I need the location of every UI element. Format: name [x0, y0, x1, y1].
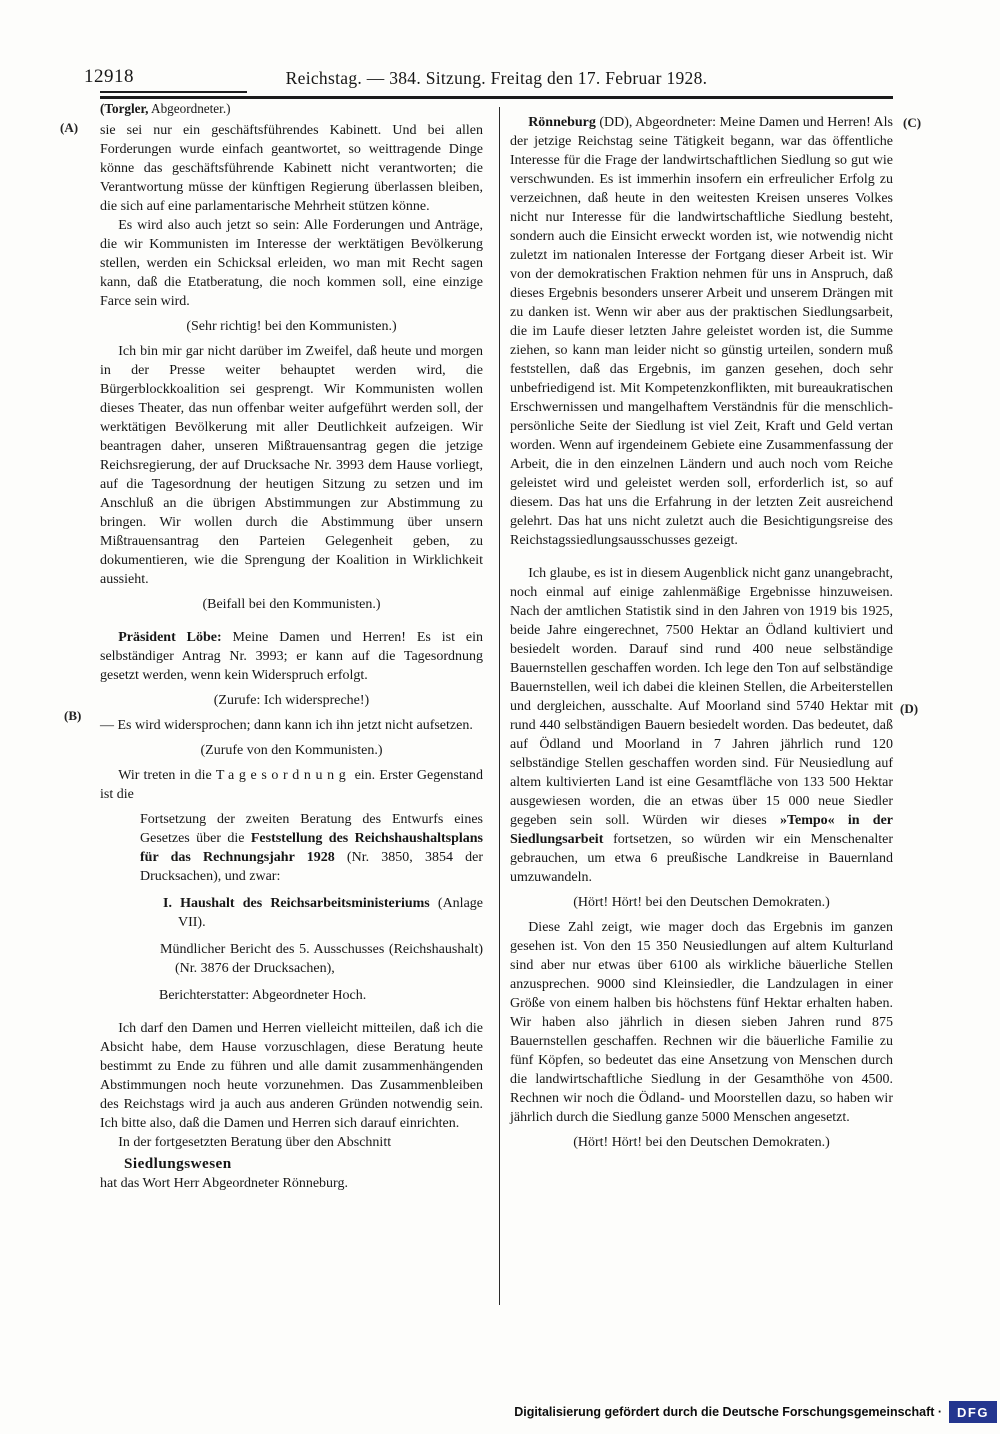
bold-text-run: (Torgler,	[100, 101, 149, 116]
text-run: fortsetzen, so würden wir ein Menschenalter gebrauchen, um etwa 6 preußische Landkreise in Bauernland umzuwandeln.	[510, 832, 893, 885]
bold-text-run: »Tempo« in der Siedlungsarbeit	[510, 813, 893, 847]
text-run: (Hört! Hört! bei den Deutschen Demokraten.)	[573, 1135, 830, 1150]
text-run: (DD), Abgeordneter: Meine Damen und Herren! Als der jetzige Reichstag seine Tätigkeit begann, war das öffentliche Interesse für die Frage der landwirtschaftlichen Siedlung so gut wie verschwunden. Es ist immerhin insofern ein erfreulicher Erfolg zu verzeichnen, daß heute in den weitesten Kreisen unseres Volkes nicht nur Interesse für die landwirtschaftliche Siedlung besteht, sondern auch die Einsicht erweckt worden ist, wie notwendig nicht zuletzt im nationalen Interesse der Fortgang dieser Arbeit ist. Wir von der demokratischen Fraktion nehmen für uns in Anspruch, daß dieses Ergebnis besonders unserer Arbeit und unserem Drängen mit zu danken ist. Wenn wir aber aus der praktischen Siedlungsarbeit, die im Laufe dieser letzten Jahre geleistet worden ist, die Summe ziehen, so kann man leider nicht so günstig urteilen, sondern muß feststellen, daß das Ergebnis, im ganzen gesehen, doch sehr unbefriedigend ist. Mit Kompetenzkonflikten, mit bureaukratischen Erschwernissen und mangelhaftem Verständnis für die menschlich-persönliche Seite der Siedlung ist viel Zeit, Kraft und Geld vertan worden. Wenn auf irgendeinem Gebiete eine Zusammenfassung der Arbeit, die in den einzelnen Ländern und auch noch vom Reiche geleistet wird und geleistet werden soll, erforderlich ist, so auf diesem. Das hat uns die Erfahrung in der letzten Zeit ausreichend gelehrt. Das hat uns nicht zuletzt auch die Besichtigungsreise des Reichstagssiedlungsausschusses gezeigt.	[510, 115, 893, 548]
text-run: Fortsetzung der zweiten Beratung des Entwurfs eines Gesetzes über die	[140, 812, 483, 846]
column-divider	[499, 107, 500, 1305]
agenda-subitem	[163, 894, 483, 932]
dfg-logo: DFG	[949, 1401, 997, 1423]
margin-marker-c: (C)	[903, 115, 922, 130]
margin-marker-a: (A)	[60, 120, 79, 135]
text-run: (Beifall bei den Kommunisten.)	[202, 597, 381, 612]
text-run: Es wird also auch jetzt so sein: Alle Forderungen und Anträge, die wir Kommunisten im Interesse der werktätigen Bevölkerung stellen, werden ein Schicksal erleiden, wo man mit Recht sagen kann, daß die Etatberatung, die noch kommen soll, eine einzige Farce sein wird.	[100, 218, 483, 309]
speech-paragraph	[100, 121, 483, 216]
digitization-credit: Digitalisierung gefördert durch die Deutsche Forschungsgemeinschaft ·	[514, 1405, 943, 1419]
speech-paragraph	[100, 1019, 483, 1133]
margin-marker-d: (D)	[900, 701, 919, 716]
agenda-item	[140, 810, 483, 886]
speech-paragraph	[100, 628, 483, 685]
text-run: In der fortgesetzten Beratung über den Abschnitt	[118, 1135, 392, 1150]
text-run: Ich bin mir gar nicht darüber im Zweifel, daß heute und morgen in der Presse weiter behauptet werden wird, die Bürgerblockkoalition sei gesprengt. Wir Kommunisten wollen dieses Theater, das nun offenbar weiter aufgeführt werden soll, der werktätigen Bevölkerung mit aller Deutlichkeit aufzeigen. Wir beantragen daher, unseren Mißtrauensantrag gegen die jetzige Reichsregierung, der auf Drucksache Nr. 3993 dem Hause vorliegt, auf die Tagesordnung der heutigen Sitzung zu setzen und im Anschluß an die übrigen Abstimmungen zur Abstimmung zu bringen. Wir wollen durch die Abstimmung über unsern Mißtrauensantrag den Parteien Gelegenheit geben, zu dokumentieren, wie die Sprengung der Koalition in Wirklichkeit aussieht.	[100, 344, 483, 587]
text-run: (Hört! Hört! bei den Deutschen Demokraten.)	[573, 895, 830, 910]
text-run: hat das Wort Herr Abgeordneter Rönneburg.	[100, 1176, 348, 1191]
stage-direction	[510, 1133, 893, 1152]
text-run: Ich darf den Damen und Herren vielleicht mitteilen, daß ich die Absicht habe, dem Hause vorzuschlagen, diese Beratung heute bestimmt zu Ende zu führen und alle damit zusammenhängenden Abstimmungen noch heute vorzunehmen. Das Zusammenbleiben des Reichstags wird ja auch aus anderen Gründen notwendig sein. Ich bitte also, daß die Damen und Herren sich darauf einrichten.	[100, 1021, 483, 1131]
speech-paragraph	[100, 342, 483, 589]
text-run: ein. Erster Gegenstand ist die	[100, 768, 483, 802]
text-run: sie sei nur ein geschäftsführendes Kabinett. Und bei allen Forderungen wurde einfach geantwortet, so weittragende Dinge könne das geschäftsführende Kabinett nicht verantworten; die Verantwortung müsse der künftigen Regierung überlassen bleiben, die sich auf eine parlamentarische Mehrheit stützen könne.	[100, 123, 483, 214]
stage-direction	[100, 317, 483, 336]
text-run: (Zurufe von den Kommunisten.)	[200, 743, 383, 758]
text-run: Abgeordneter.)	[148, 101, 231, 116]
speech-paragraph	[100, 1174, 483, 1193]
text-columns	[100, 101, 893, 1311]
page-header-title: Reichstag. — 384. Sitzung. Freitag den 17. Februar 1928.	[285, 68, 708, 88]
left-column	[100, 101, 483, 1193]
spaced-text-run: Tagesordnung	[215, 768, 351, 783]
speech-paragraph	[100, 1133, 483, 1152]
stage-direction	[100, 595, 483, 614]
speech-paragraph	[100, 216, 483, 311]
speech-paragraph	[510, 113, 893, 550]
speech-paragraph	[100, 766, 483, 804]
speech-paragraph	[100, 716, 483, 735]
text-run: (Sehr richtig! bei den Kommunisten.)	[186, 319, 397, 334]
header-rule	[100, 96, 893, 99]
text-run: Berichterstatter: Abgeordneter Hoch.	[159, 988, 367, 1003]
digitization-footer	[514, 1401, 997, 1423]
agenda-subitem	[160, 940, 483, 978]
header-rule-short	[100, 91, 247, 93]
text-run: Wir treten in die	[118, 768, 216, 783]
bold-text-run: Feststellung des Reichshaushaltsplans für das Rechnungsjahr 1928	[140, 831, 483, 865]
section-heading	[124, 1154, 483, 1173]
page-number: 12918	[84, 66, 134, 87]
stage-direction	[100, 691, 483, 710]
text-run: Siedlungswesen	[124, 1155, 232, 1172]
speech-paragraph	[510, 564, 893, 887]
stage-direction	[100, 741, 483, 760]
speaker-note	[100, 101, 483, 116]
text-run: Mündlicher Bericht des 5. Ausschusses (Reichshaushalt) (Nr. 3876 der Drucksachen),	[160, 942, 483, 976]
text-run: — Es wird widersprochen; dann kann ich ihn jetzt nicht aufsetzen.	[100, 718, 473, 733]
bold-text-run: I. Haushalt des Reichsarbeitsministeriums	[163, 896, 430, 911]
bold-text-run: Rönneburg	[528, 115, 596, 130]
text-run: Ich glaube, es ist in diesem Augenblick nicht ganz unangebracht, noch einmal auf einige zahlenmäßige Ergebnisse hinzuweisen. Nach der amtlichen Statistik sind in den Jahren von 1919 bis 1925, beide Jahre eingerechnet, 7500 Hektar an Ödland kultiviert und besiedelt worden. Darauf sind rund 400 neue selbständige Bauernstellen geschaffen worden. Ich lege den Ton auf selbständige Bauernstellen, weil ich dabei die kleinen Stellen, die Arbeiterstellen und dergleichen, ausschalte. Auf Moorland sind 5740 Hektar mit rund 440 selbständigen Bauern besiedelt worden. Das bedeutet, daß auf Ödland und Moorland in 7 Jahren jährlich rund 120 selbständige Stellen geschaffen worden sind. Für Neusiedlung auf altem kultivierten Land ist eine Gesamtfläche von 133 500 Hektar ausgewiesen worden, die an etwas über 15 000 neue Siedler gegeben sein soll. Würden wir dieses	[510, 566, 893, 828]
text-run: Diese Zahl zeigt, wie mager doch das Ergebnis im ganzen gesehen ist. Von den 15 350 Neusiedlungen auf altem Kulturland sind aber nur etwas über 6100 als wirkliche bäuerliche Stellen anzusprechen. 9000 sind Kleinsiedler, die Landzulagen in einer Größe von einem halben bis höchstens fünf Hektar erhalten haben. Wir haben also jährlich in diesen sieben Jahren rund 875 Bauernstellen geschaffen. Rechnen wir die bäuerliche Familie zu fünf Köpfen, so bedeutet das eine Ansetzung von Menschen durch die landwirtschaftliche Siedlung in der Gesamthöhe von 4500. Rechnen wir noch die Ödland- und Moorstellen dazu, so haben wir jährlich durch die Siedlung ganze 5000 Menschen angesetzt.	[510, 920, 893, 1125]
margin-marker-b: (B)	[64, 708, 82, 723]
right-column	[510, 113, 893, 1158]
text-run: (Zurufe: Ich widerspreche!)	[213, 693, 370, 708]
text-run: (Nr. 3850, 3854 der Drucksachen), und zwar:	[140, 850, 483, 884]
stage-direction	[510, 893, 893, 912]
agenda-subitem	[159, 986, 483, 1005]
text-run: (Anlage VII).	[178, 896, 483, 930]
speech-paragraph	[510, 918, 893, 1127]
text-run: Meine Damen und Herren! Es ist ein selbständiger Antrag Nr. 3993; er kann auf die Tagesordnung gesetzt werden, wenn kein Widerspruch erfolgt.	[100, 630, 483, 683]
bold-text-run: Präsident Löbe:	[118, 630, 222, 645]
